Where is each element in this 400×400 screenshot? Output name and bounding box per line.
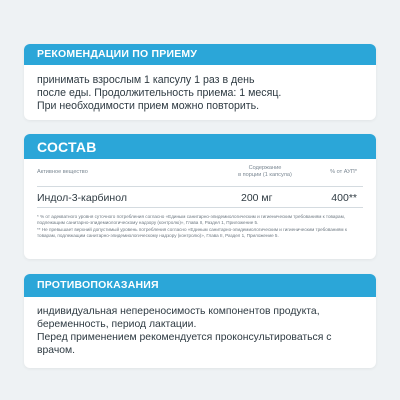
composition-table-header xyxy=(37,159,363,187)
contraindications-line: беременность, период лактации. xyxy=(37,319,197,330)
recommendations-card xyxy=(24,44,376,120)
contraindications-text xyxy=(24,297,376,357)
contraindications-card xyxy=(24,274,376,368)
footnote: ** Не превышает верхний допустимый уровень потребления согласно «Единым санитарно-эпидемиологическим и гигиеническим требованиям к товарам, подлежащим санитарно-эпидемиологическому надзору (контролю)», Глава II, Раздел 1, Приложение 5. xyxy=(37,227,347,238)
column-header-substance: Активное вещество xyxy=(37,169,88,175)
column-header-percent: % от АУП* xyxy=(330,169,357,175)
content-cell: 200 мг xyxy=(241,192,273,204)
composition-title: СОСТАВ xyxy=(24,134,376,159)
footnote: * % от адекватного уровня суточного потребления согласно «Единым санитарно-эпидемиологическим и гигиеническим требованиям к товарам, подлежащим санитарно-эпидемиологическому надзору (контролю)», Глава II, Раздел 1, Приложение 5. xyxy=(37,214,346,225)
recommendations-title: РЕКОМЕНДАЦИИ ПО ПРИЕМУ xyxy=(24,44,376,65)
percent-cell: 400** xyxy=(331,192,357,204)
column-header-content-line: в порции (1 капсула) xyxy=(238,172,292,178)
contraindications-line: индивидуальная непереносимость компонентов продукта, xyxy=(37,306,320,317)
contraindications-title: ПРОТИВОПОКАЗАНИЯ xyxy=(24,274,376,297)
recommendations-line: после еды. Продолжительность приема: 1 месяц. xyxy=(37,87,282,99)
substance-cell: Индол-3-карбинол xyxy=(37,192,127,204)
table-row xyxy=(37,187,363,208)
contraindications-line: врачом. xyxy=(37,345,76,356)
composition-card xyxy=(24,134,376,259)
footnotes xyxy=(37,214,363,239)
column-header-content-line: Содержание xyxy=(248,165,282,171)
recommendations-line: При необходимости прием можно повторить. xyxy=(37,100,260,112)
column-header-content xyxy=(235,165,295,179)
recommendations-line: принимать взрослым 1 капсулу 1 раз в день xyxy=(37,74,255,86)
recommendations-text xyxy=(24,65,376,113)
contraindications-line: Перед применением рекомендуется проконсультироваться с xyxy=(37,332,332,343)
